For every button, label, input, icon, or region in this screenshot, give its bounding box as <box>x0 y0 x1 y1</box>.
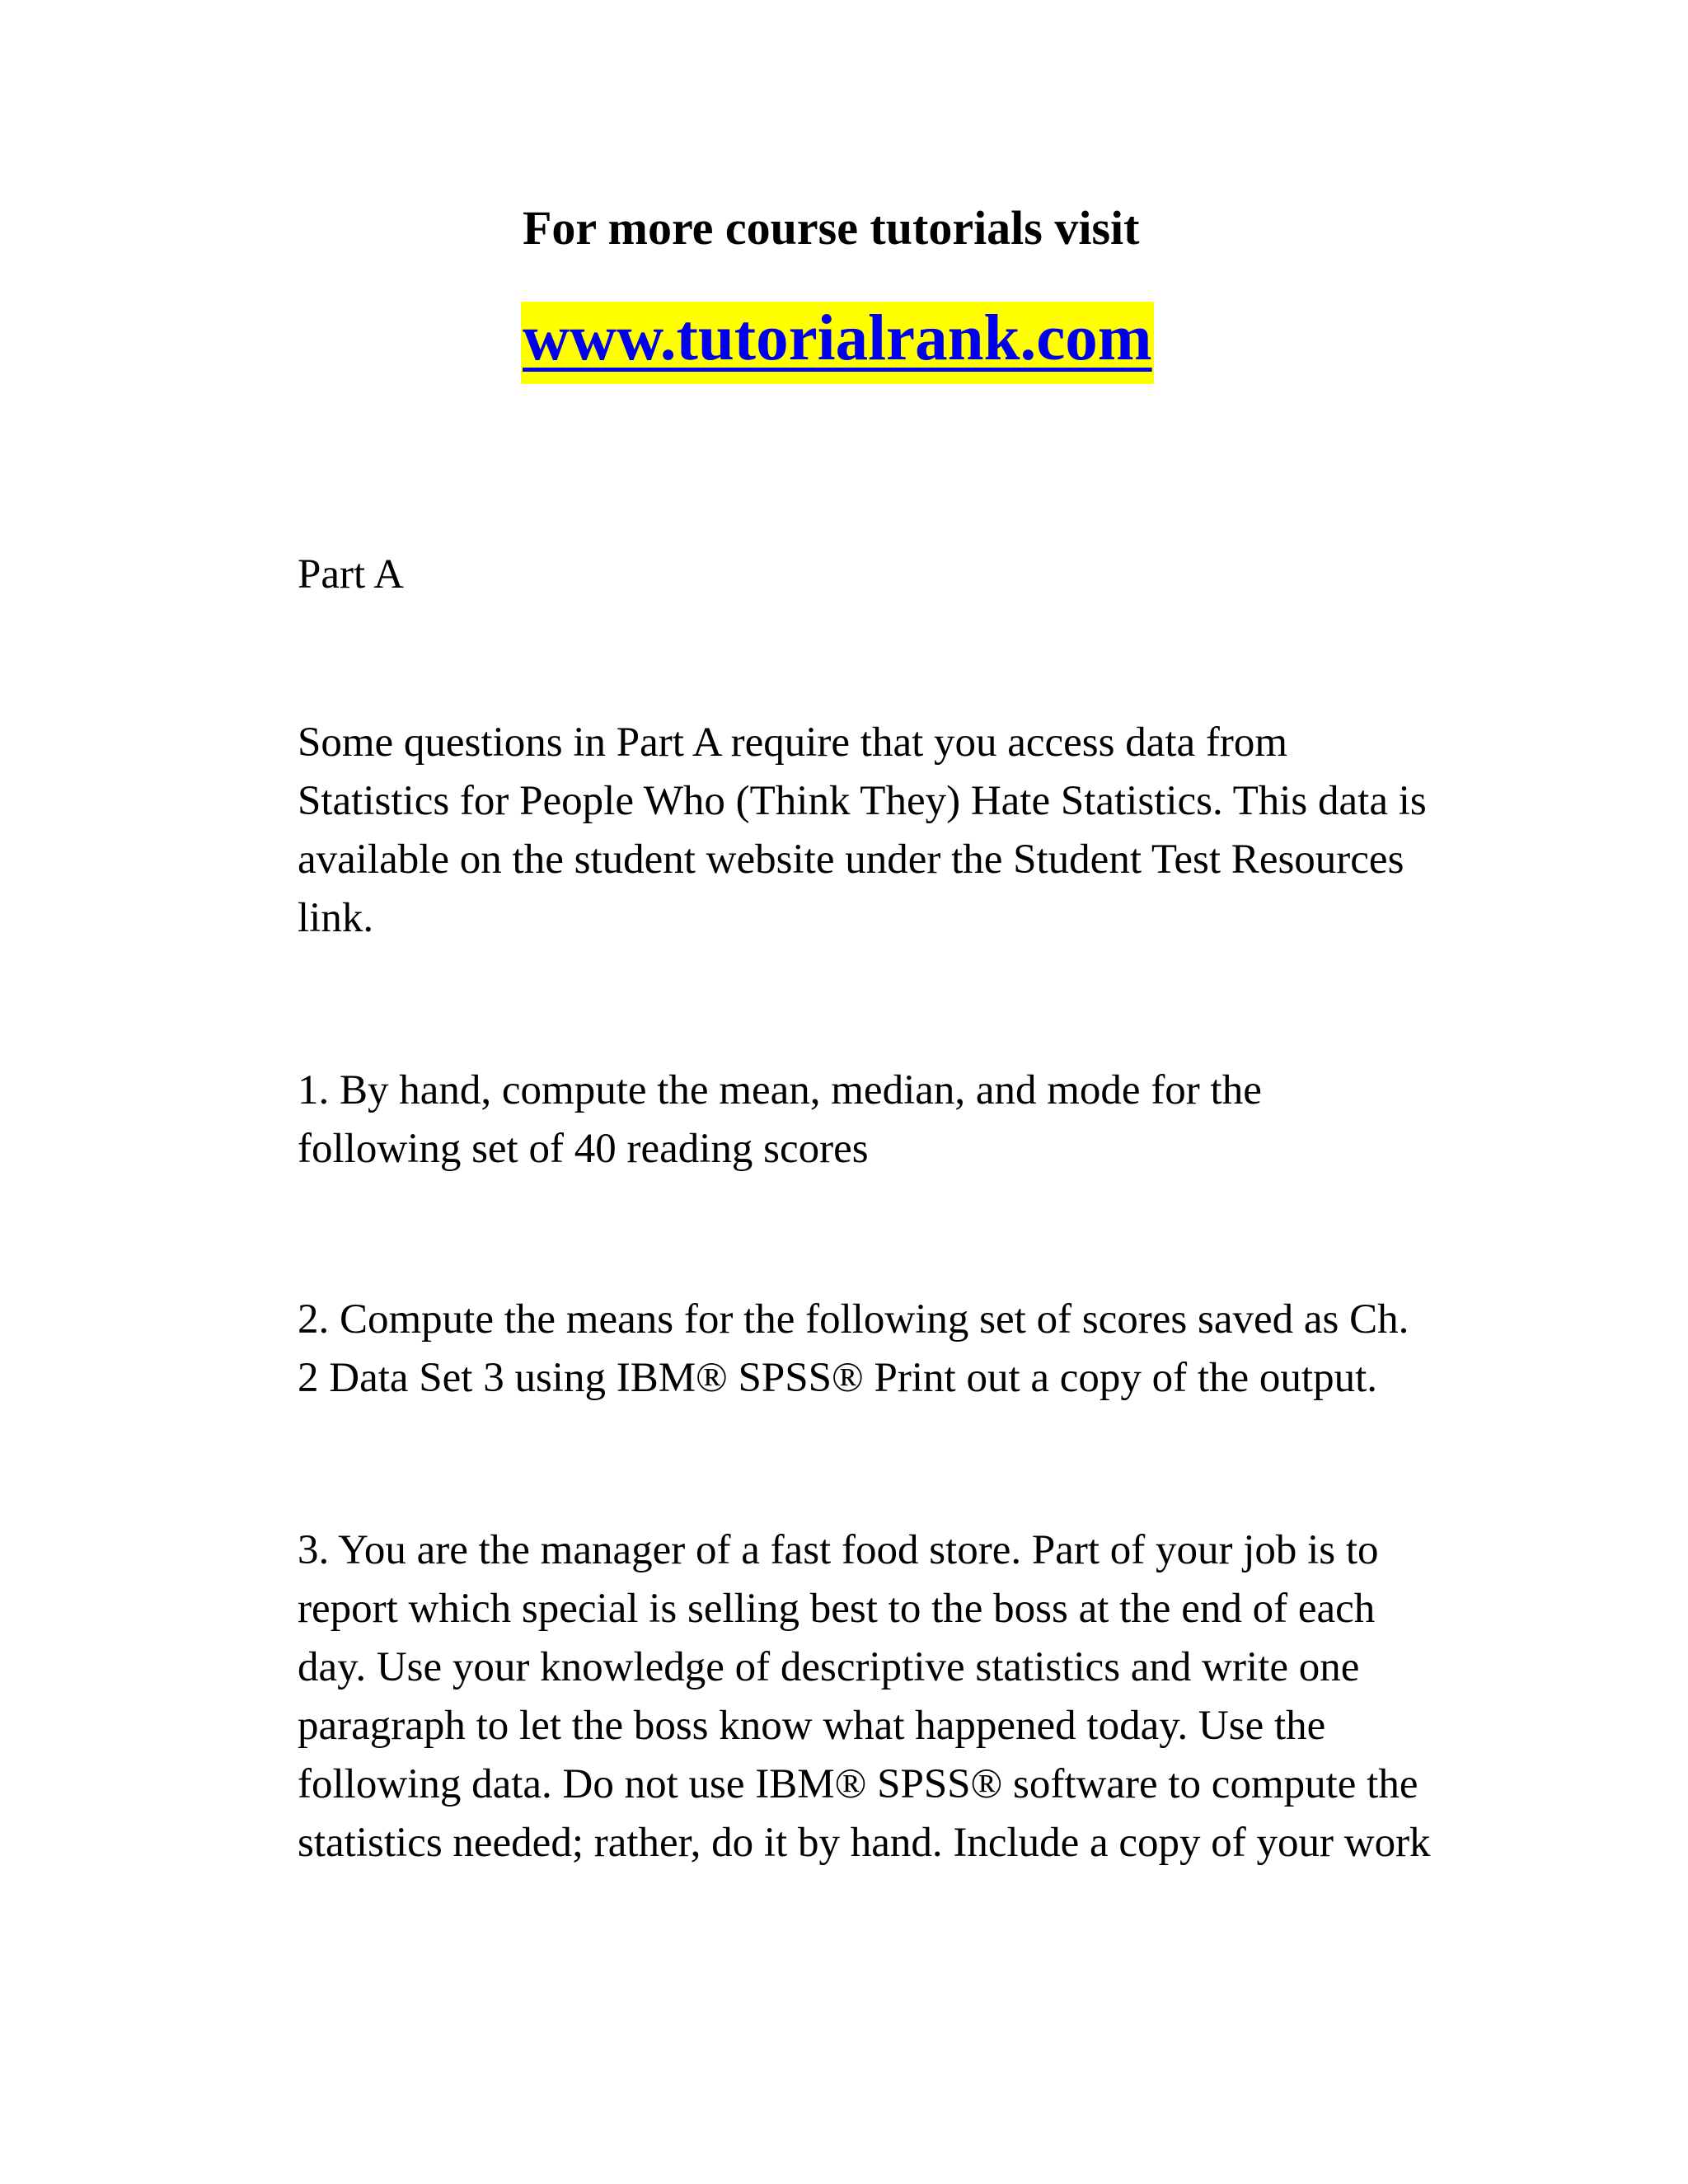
question-line: 2. Compute the means for the following set of scores saved as Ch. <box>298 1296 1409 1343</box>
question-line: report which special is selling best to the boss at the end of each <box>298 1586 1376 1632</box>
paragraph-line: link. <box>298 895 374 941</box>
question-line: 1. By hand, compute the mean, median, and mode for the <box>298 1067 1262 1113</box>
question-line: paragraph to let the boss know what happened today. Use the <box>298 1703 1326 1749</box>
question-line: 2 Data Set 3 using IBM® SPSS® Print out a copy of the output. <box>298 1355 1378 1401</box>
question-line: following set of 40 reading scores <box>298 1126 869 1172</box>
paragraph-line: Some questions in Part A require that you access data from <box>298 719 1288 766</box>
question-1 <box>298 1062 1262 1179</box>
header-intro: For more course tutorials visit <box>523 201 1140 255</box>
tutorialrank-link[interactable]: www.tutorialrank.com <box>521 302 1154 384</box>
question-line: day. Use your knowledge of descriptive statistics and write one <box>298 1644 1360 1690</box>
question-line: statistics needed; rather, do it by hand. Include a copy of your work <box>298 1820 1431 1866</box>
question-line: following data. Do not use IBM® SPSS® software to compute the <box>298 1761 1418 1807</box>
section-title: Part A <box>298 551 404 598</box>
question-line: 3. You are the manager of a fast food store. Part of your job is to <box>298 1527 1379 1573</box>
question-2 <box>298 1291 1409 1408</box>
paragraph-line: Statistics for People Who (Think They) Hate Statistics. This data is <box>298 778 1427 824</box>
section-intro-paragraph <box>298 714 1427 948</box>
question-3 <box>298 1521 1431 1872</box>
paragraph-line: available on the student website under the Student Test Resources <box>298 837 1404 883</box>
